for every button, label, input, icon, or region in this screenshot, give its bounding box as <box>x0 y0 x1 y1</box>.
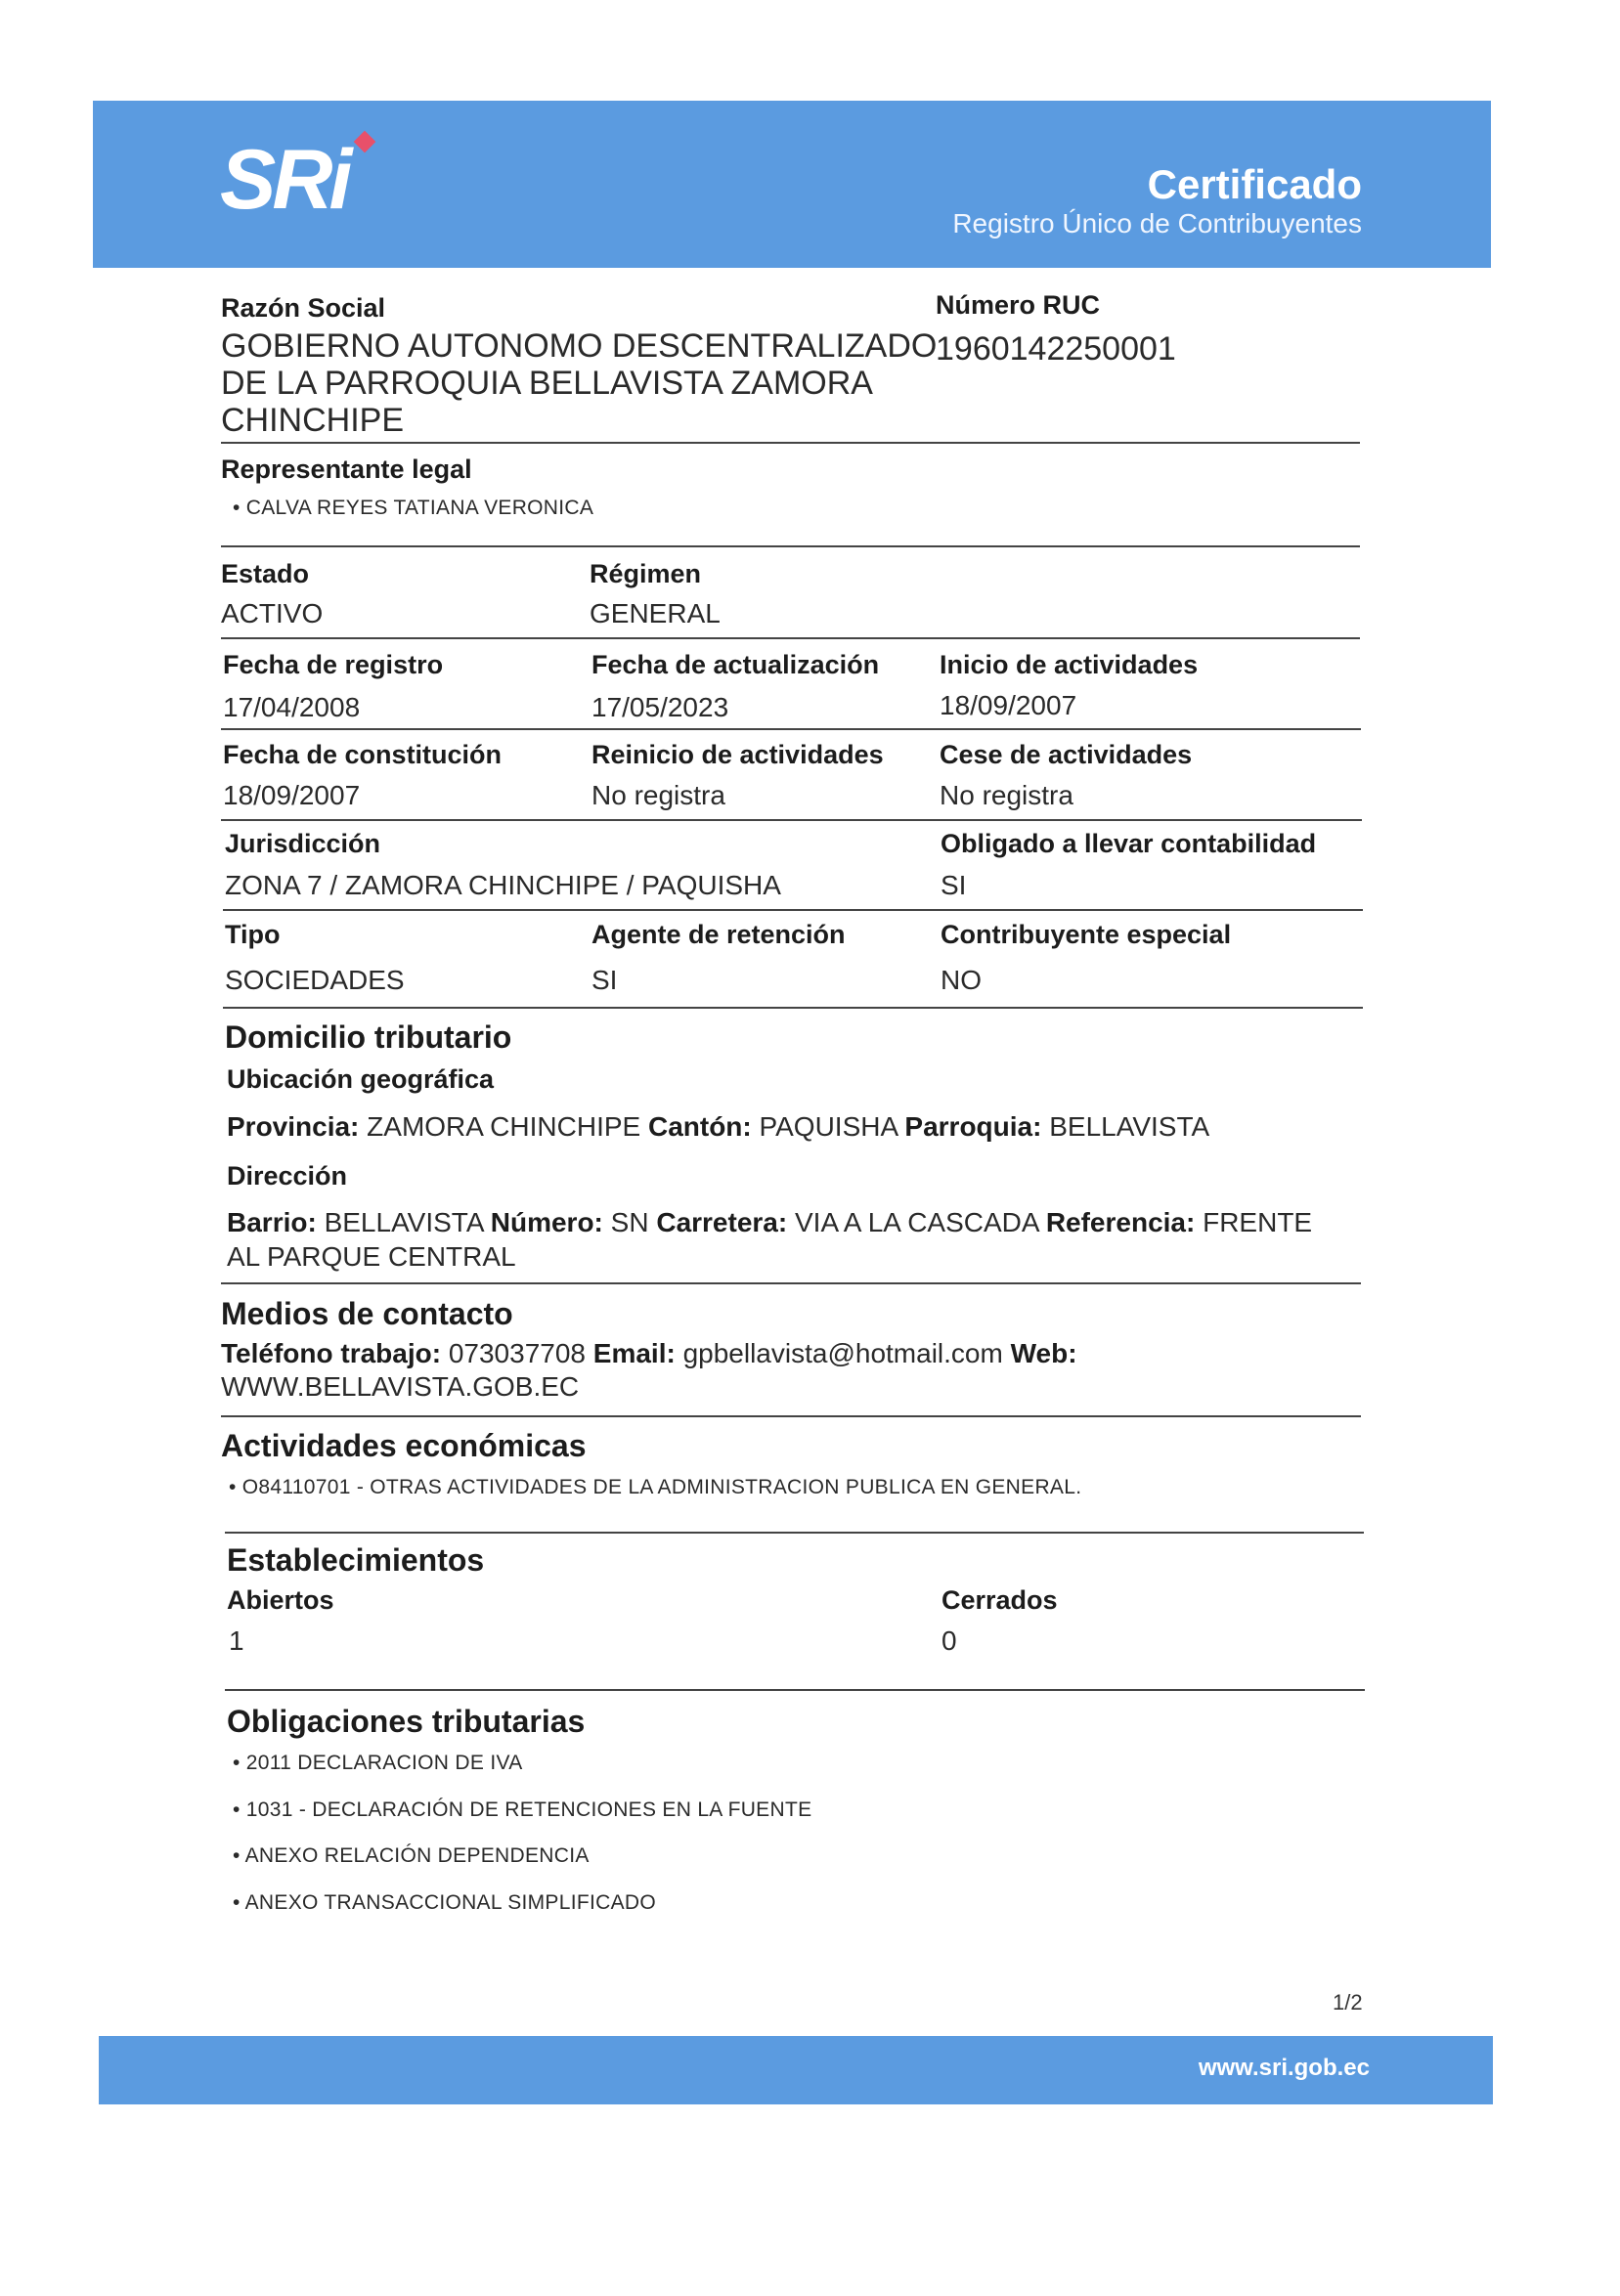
fecha-registro-label: Fecha de registro <box>223 650 444 679</box>
contacto-line <box>221 1337 1365 1404</box>
obligaciones-title: Obligaciones tributarias <box>227 1704 586 1739</box>
divider <box>225 1689 1365 1691</box>
jurisdiccion-value: ZONA 7 / ZAMORA CHINCHIPE / PAQUISHA <box>225 870 781 900</box>
agente-retencion-label: Agente de retención <box>591 920 846 949</box>
ubicacion-label: Ubicación geográfica <box>227 1064 495 1094</box>
divider <box>223 1007 1363 1009</box>
obligacion-item: • 2011 DECLARACION DE IVA <box>233 1752 523 1774</box>
jurisdiccion-label: Jurisdicción <box>225 829 381 858</box>
agente-retencion-value: SI <box>591 965 618 995</box>
actividades-title: Actividades económicas <box>221 1428 587 1463</box>
fecha-actualizacion-value: 17/05/2023 <box>591 692 729 722</box>
estado-value: ACTIVO <box>221 598 324 628</box>
page-number: 1/2 <box>1333 1990 1363 2014</box>
fecha-constitucion-label: Fecha de constitución <box>223 740 503 769</box>
actividad-item: • O84110701 - OTRAS ACTIVIDADES DE LA ADMINISTRACION PUBLICA EN GENERAL. <box>229 1476 1082 1498</box>
barrio-value: BELLAVISTA <box>324 1207 483 1237</box>
certificate-subtitle: Registro Único de Contribuyentes <box>952 208 1362 238</box>
referencia-value: FRENTE <box>1203 1207 1313 1237</box>
cerrados-label: Cerrados <box>941 1585 1058 1615</box>
numero-value: SN <box>610 1207 649 1237</box>
fecha-actualizacion-label: Fecha de actualización <box>591 650 880 679</box>
email-value: gpbellavista@hotmail.com <box>682 1338 1003 1368</box>
telefono-value: 073037708 <box>448 1338 586 1368</box>
tipo-label: Tipo <box>225 920 281 949</box>
canton-label: Cantón: <box>647 1111 752 1142</box>
reinicio-actividades-label: Reinicio de actividades <box>591 740 884 769</box>
razon-social-value <box>221 327 937 439</box>
ubicacion-line <box>227 1111 1209 1143</box>
tipo-value: SOCIEDADES <box>225 965 405 995</box>
representante-value: • CALVA REYES TATIANA VERONICA <box>233 497 594 519</box>
direccion-label: Dirección <box>227 1161 348 1191</box>
divider <box>221 545 1360 547</box>
divider <box>221 1415 1361 1417</box>
provincia-value: ZAMORA CHINCHIPE <box>367 1111 641 1142</box>
carretera-label: Carretera: <box>656 1207 788 1237</box>
abiertos-label: Abiertos <box>227 1585 334 1615</box>
establecimientos-title: Establecimientos <box>227 1542 485 1578</box>
ruc-value: 1960142250001 <box>936 330 1176 368</box>
sri-logo: SRi <box>220 138 348 222</box>
razon-social-label: Razón Social <box>221 293 386 323</box>
regimen-label: Régimen <box>590 559 702 588</box>
carretera-value: VIA A LA CASCADA <box>794 1207 1039 1237</box>
barrio-label: Barrio: <box>227 1207 317 1237</box>
canton-value: PAQUISHA <box>759 1111 898 1142</box>
parroquia-value: BELLAVISTA <box>1049 1111 1210 1142</box>
header-banner <box>93 101 1491 268</box>
abiertos-value: 1 <box>229 1625 244 1656</box>
web-value: WWW.BELLAVISTA.GOB.EC <box>221 1371 580 1402</box>
numero-label: Número: <box>490 1207 603 1237</box>
fecha-registro-value: 17/04/2008 <box>223 692 361 722</box>
footer-url: www.sri.gob.ec <box>1198 2055 1370 2081</box>
email-label: Email: <box>592 1338 676 1368</box>
referencia-label: Referencia: <box>1045 1207 1196 1237</box>
fecha-constitucion-value: 18/09/2007 <box>223 780 361 810</box>
divider <box>221 442 1360 444</box>
parroquia-label: Parroquia: <box>904 1111 1042 1142</box>
footer-banner <box>99 2036 1493 2104</box>
obligacion-item: • ANEXO TRANSACCIONAL SIMPLIFICADO <box>233 1891 656 1914</box>
obligado-contabilidad-label: Obligado a llevar contabilidad <box>941 829 1317 858</box>
provincia-label: Provincia: <box>227 1111 360 1142</box>
web-label: Web: <box>1010 1338 1077 1368</box>
divider <box>223 909 1363 911</box>
certificate-title: Certificado <box>1147 161 1362 207</box>
direccion-line <box>227 1205 1361 1274</box>
cese-actividades-label: Cese de actividades <box>940 740 1193 769</box>
cese-actividades-value: No registra <box>940 780 1073 810</box>
contacto-title: Medios de contacto <box>221 1296 513 1331</box>
divider <box>221 637 1360 639</box>
contribuyente-especial-label: Contribuyente especial <box>941 920 1232 949</box>
obligacion-item: • 1031 - DECLARACIÓN DE RETENCIONES EN LA FUENTE <box>233 1798 812 1821</box>
divider <box>221 1282 1361 1284</box>
divider <box>225 1532 1364 1534</box>
representante-label: Representante legal <box>221 455 472 484</box>
razon-social-line: CHINCHIPE <box>221 402 405 439</box>
estado-label: Estado <box>221 559 310 588</box>
domicilio-title: Domicilio tributario <box>225 1019 512 1055</box>
ruc-label: Número RUC <box>936 290 1101 320</box>
divider <box>221 728 1361 730</box>
divider <box>221 819 1362 821</box>
inicio-actividades-value: 18/09/2007 <box>940 690 1077 720</box>
razon-social-line: GOBIERNO AUTONOMO DESCENTRALIZADO <box>221 327 938 365</box>
referencia-value-continued: AL PARQUE CENTRAL <box>227 1241 516 1272</box>
razon-social-line: DE LA PARROQUIA BELLAVISTA ZAMORA <box>221 365 873 402</box>
regimen-value: GENERAL <box>590 598 721 628</box>
logo-diamond-icon <box>354 131 376 153</box>
contribuyente-especial-value: NO <box>941 965 982 995</box>
telefono-label: Teléfono trabajo: <box>221 1338 442 1368</box>
obligado-contabilidad-value: SI <box>941 870 967 900</box>
obligacion-item: • ANEXO RELACIÓN DEPENDENCIA <box>233 1844 590 1867</box>
cerrados-value: 0 <box>941 1625 957 1656</box>
inicio-actividades-label: Inicio de actividades <box>940 650 1199 679</box>
reinicio-actividades-value: No registra <box>591 780 725 810</box>
